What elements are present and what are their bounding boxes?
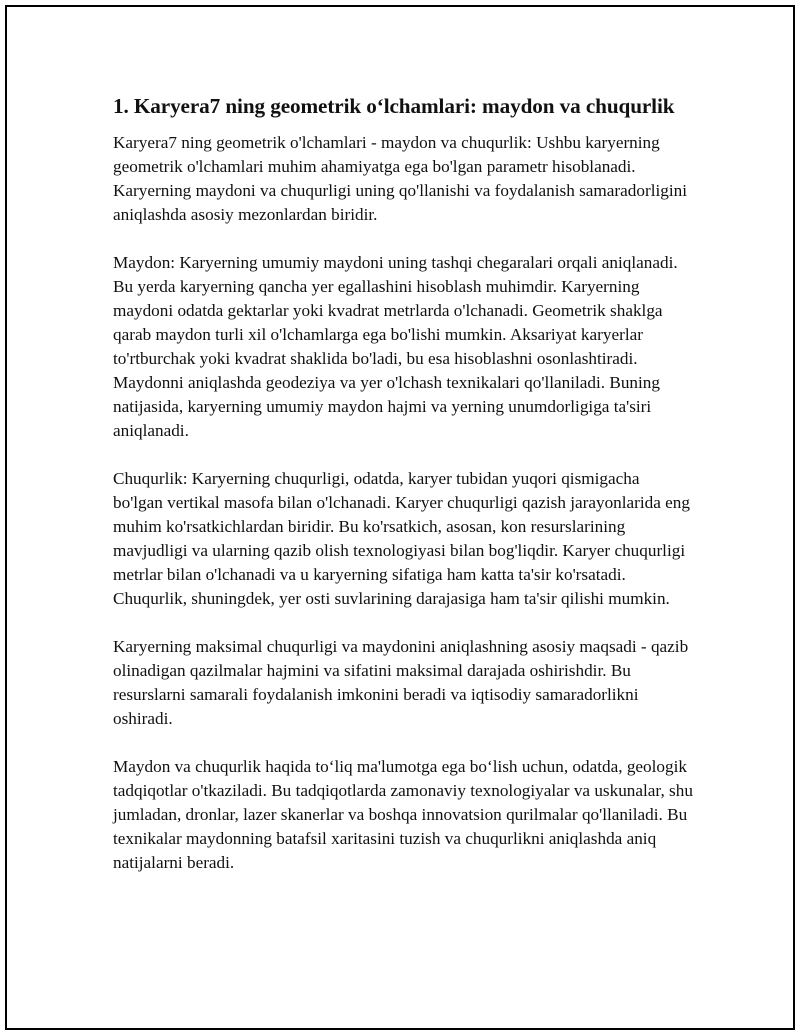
paragraph-depth: Chuqurlik: Karyerning chuqurligi, odatda, karyer tubidan yuqori qismigacha bo'lgan vertikal masofa bilan o'lchanadi. Karyer chuqurligi qazish jarayonlarida eng muhim ko'rsatkichlardan biridir. Bu ko'rsatkich, asosan, kon resurslarining mavjudligi va ularning qazib olish texnologiyasi bilan bog'liqdir. Karyer chuqurligi metrlar bilan o'lchanadi va u karyerning sifatiga ham katta ta'sir ko'rsatadi. Chuqurlik, shuningdek, yer osti suvlarining darajasiga ham ta'sir qilishi mumkin.	[113, 469, 690, 608]
paragraph-research: Maydon va chuqurlik haqida to‘liq ma'lumotga ega bo‘lish uchun, odatda, geologik tadqiqotlar o'tkaziladi. Bu tadqiqotlarda zamonaviy texnologiyalar va uskunalar, shu jumladan, dronlar, lazer skanerlar va boshqa innovatsion qurilmalar qo'llaniladi. Bu texnikalar maydonning batafsil xaritasini tuzish va chuqurlikni aniqlashda aniq natijalarni beradi.	[113, 757, 693, 872]
paragraph-area: Maydon: Karyerning umumiy maydoni uning tashqi chegaralari orqali aniqlanadi. Bu yerda karyerning qancha yer egallashini hisoblash muhimdir. Karyerning maydoni odatda gektarlar yoki kvadrat metrlarda o'lchanadi. Geometrik shaklga qarab maydon turli xil o'lchamlarga ega bo'lishi mumkin. Aksariyat karyerlar to'rtburchak yoki kvadrat shaklida bo'ladi, bu esa hisoblashni osonlashtiradi. Maydonni aniqlashda geodeziya va yer o'lchash texnikalari qo'llaniladi. Buning natijasida, karyerning umumiy maydon hajmi va yerning unumdorligiga ta'siri aniqlanadi.	[113, 253, 678, 440]
document-body	[113, 92, 693, 899]
section-heading: 1. Karyera7 ning geometrik o‘lchamlari: maydon va chuqurlik	[113, 94, 675, 118]
paragraph-intro: Karyera7 ning geometrik o'lchamlari - maydon va chuqurlik: Ushbu karyerning geometrik o'lchamlari muhim ahamiyatga ega bo'lgan parametr hisoblanadi. Karyerning maydoni va chuqurligi uning qo'llanishi va foydalanish samaradorligini aniqlashda asosiy mezonlardan biridir.	[113, 133, 687, 224]
paragraph-purpose: Karyerning maksimal chuqurligi va maydonini aniqlashning asosiy maqsadi - qazib olinadigan qazilmalar hajmini va sifatini maksimal darajada oshirishdir. Bu resurslarni samarali foydalanish imkonini beradi va iqtisodiy samaradorlikni oshiradi.	[113, 637, 689, 728]
